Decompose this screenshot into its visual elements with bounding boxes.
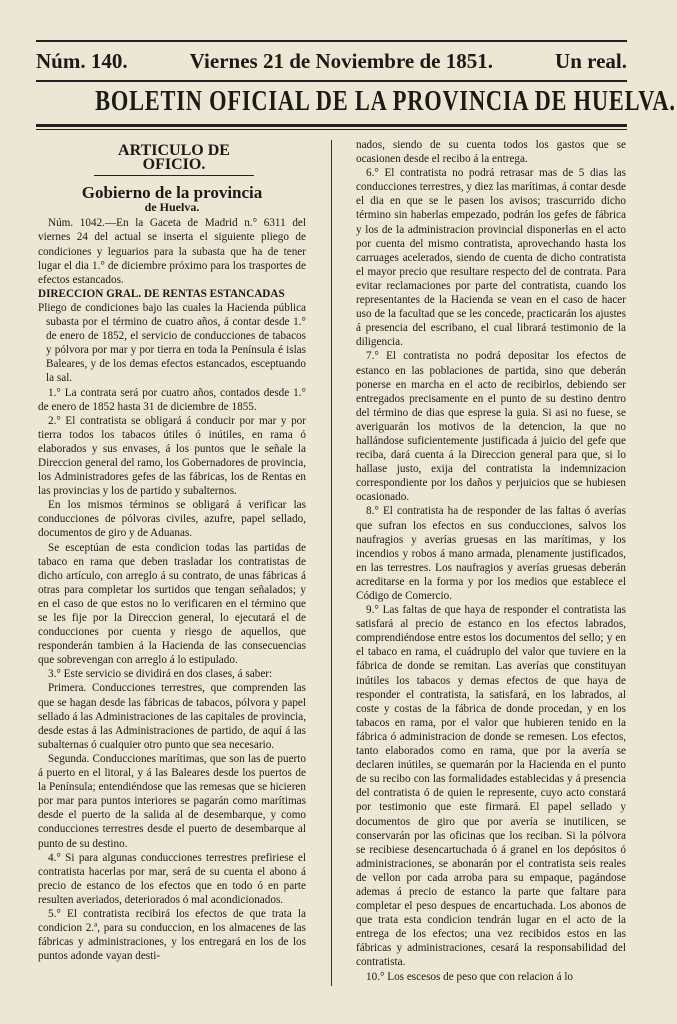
condition-8: 8.° El contratista ha de responder de las faltas ó averías que sufran los efectos en sus conducciones, salvos los naufragios y averías gruesas en las marítimas, y los incendios y robos á mano armada, plenamente justificados, en las terrestres. Los naufragios y averías gruesas deberán acreditarse en la forma y por los medios que establece el Código de Comercio. <box>356 505 626 602</box>
continuation-paragraph: nados, siendo de su cuenta todos los gastos que se ocasionen desde el recibo á la entrega. <box>356 139 626 166</box>
condition-9: 9.° Las faltas de que haya de responder el contratista las satisfará al precio de estanco en los efectos labrados, comprendiéndose entre estos los documentos del sello; y en el tabaco en rama, el cuádruplo del valor que tuviere en la fábrica de donde se remitan. Las averías que constituyan inútiles los tabacos y demas efectos de que haya de responder el contratista, la satisfará, en los labrados, al coste y costas de la fábrica de donde procedan, y en los tabacos en rama, por el valor que hubieren tenido en la fábrica ó administracion de donde se remesen. Los efectos, tanto elaborados como en rama, que por la avería se declaren inútiles, se quemarán por la Hacienda en el punto de su recibo con las formalidades establecidas y á presencia del contratista ó de quien le represente, cuyo acto constará por testimonio que este firmará. El papel sellado y documentos de giro que por avería se inutilicen, se conservarán por las oficinas que los reciban. Si la pólvora se recibiese desencartuchada ó á granel en los depósitos ó administraciones, se abonarán por el contratista seis reales de vellon por cada arroba para su empaque, pagándose ademas á precio de estanco la parte que faltare para completar el peso despues de encartuchada. Los abonos de que trata esta condicion tendrán lugar en el acto de la entrega de los efectos; una vez recibidos estos en las fábricas y administraciones, cesará la responsabilidad del contratista. <box>356 604 626 969</box>
section-title: ARTICULO DE OFICIO. <box>94 144 254 176</box>
intro-paragraph: Núm. 1042.—En la Gaceta de Madrid n.° 6311 del viernes 24 del actual se inserta el siguiente pliego de condiciones y leguarios para la subasta que ha de tener lugar el dia 1.° de diciembre próximo para los trasportes de efectos estancados. <box>38 217 306 286</box>
pliego-paragraph: Pliego de condiciones bajo las cuales la Hacienda pública subasta por el término de cuatro años, á contar desde 1.° de enero de 1852, el servicio de conducciones de tabacos y pólvora por mar y por tierra en toda la Península é islas Baleares, y de los demas efectos estancados, esceptuando la sal. <box>38 301 306 385</box>
gov-title: Gobierno de la provincia <box>81 183 263 203</box>
title-rule-thin <box>36 129 627 130</box>
masthead <box>36 44 627 78</box>
issue-date: Viernes 21 de Noviembre de 1851. <box>189 48 493 73</box>
condition-10: 10.° Los escesos de peso que con relacion á lo <box>366 970 574 983</box>
condition-6: 6.° El contratista no podrá retrasar mas de 5 dias las conducciones terrestres, y diez las marítimas, á contar desde el dia en que se le pasen los avisos; trascurrido dicho término sin haberlas empezado, podrán los gefes de fábrica y los de la administracion provincial disponerlas en el acto por cuenta del mismo contratista, aprovechando hasta los carruages acelerados, siendo de cuenta de dicho contratista el mayor precio que resultare respecto del de contrata. Para evitar reclamaciones por parte del contratista, cuando los representantes de la Hacienda se vean en el caso de hacer uso de la facultad que se les concede, practicarán los ajustes á presencia del escribano, el cual librará testimonio de la diligencia. <box>356 167 626 349</box>
issue-price: Un real. <box>555 48 627 73</box>
condition-1: 1.° La contrata será por cuatro años, contados desde 1.° de enero de 1852 hasta 31 de diciembre de 1855. <box>38 386 306 413</box>
newspaper-title: BOLETIN OFICIAL DE LA PROVINCIA DE HUELVA. <box>95 86 676 117</box>
condition-4: 4.° Si para algunas conducciones terrestres prefiriese el contratista hacerlas por mar, será de su cuenta el abono á precio de estanco de los efectos que en todo ó en parte resulten averiados, deteriorados ó mal acondicionados. <box>38 851 306 906</box>
left-column <box>38 140 306 1020</box>
masthead-top-rule <box>36 40 627 42</box>
condition-2-c: Se esceptúan de esta condicion todas las partidas de tabaco en rama que deben trasladar los contratistas de dicho artículo, con arreglo á su contrato, de unas fábricas á otras para completar los surtidos que tengan señalados; y en el caso de que estos no lo verificaren en el término que se les fije por la Direccion general, lo ejecutará el de conducciones por cuenta y riesgo de aquellos, que responderán tambien á la Hacienda de las consecuencias que sobrevengan con arreglo á lo estipulado. <box>38 541 306 667</box>
direccion-heading: DIRECCION GRAL. DE RENTAS ESTANCADAS <box>38 287 285 300</box>
condition-2-b: En los mismos términos se obligará á verificar las conducciones de pólvoras civiles, azufre, papel sellado, documentos de giro y de Aduanas. <box>38 499 306 540</box>
condition-7: 7.° El contratista no podrá depositar los efectos de estanco en las poblaciones de partida, sino que deberán ponerse en marcha en el acto de recibirlos, debiendo ser entregados precisamente en el punto de su destino dentro del término de dias que esprese la guia. Si asi no fuese, se averiguarán los motivos de la detencion, la que no hallándose suficientemente justificada á juicio del gefe que reciba, dará cuenta á la Direccion general para que, si lo hallase justo, exija del contratista la indemnizacion correspondiente por los daños y perjuicios que se hubiesen ocasionado. <box>356 350 626 504</box>
title-rule-thick <box>36 124 627 127</box>
condition-3-segunda: Segunda. Conducciones marítimas, que son las de puerto á puerto en el litoral, y á las Baleares desde los puertos de la Península; entendiéndose que las remesas que se hicieren por mar para puntos interiores se pagarán como marítimas desde el puerto de la salida al de desembarque, y como conducciones terrestres desde el puerto de desembarque al punto de su destino. <box>38 752 306 850</box>
masthead-bottom-rule <box>36 80 627 82</box>
column-divider <box>331 140 332 986</box>
issue-number: Núm. 140. <box>36 48 128 73</box>
condition-2: 2.° El contratista se obligará á conducir por mar y por tierra todos los tabacos útiles ó inútiles, en rama ó elaborados y sus envases, á los puntos que le señale la Direccion general del ramo, los Gobernadores de provincia, los Administradores gefes de las fábricas, los de Rentas en las provincias y los de partido y subalternos. <box>38 414 306 498</box>
gov-subtitle: de Huelva. <box>144 200 200 215</box>
right-column <box>356 138 626 1018</box>
condition-3: 3.° Este servicio se dividirá en dos clases, á saber: <box>48 668 273 681</box>
condition-5: 5.° El contratista recibirá los efectos de que trata la condicion 2.ª, para su conduccion, en los almacenes de las fábricas y administraciones, y los entregará en los de los puntos adonde vayan desti- <box>38 907 306 963</box>
condition-3-primera: Primera. Conducciones terrestres, que comprenden las que se hagan desde las fábricas de tabacos, pólvora y papel sellado á las Administraciones de las capitales de provincia, desde estas á las Administraciones de partido, de aquí á las subalternas ó cualquier otro punto que sea necesario. <box>38 682 306 751</box>
